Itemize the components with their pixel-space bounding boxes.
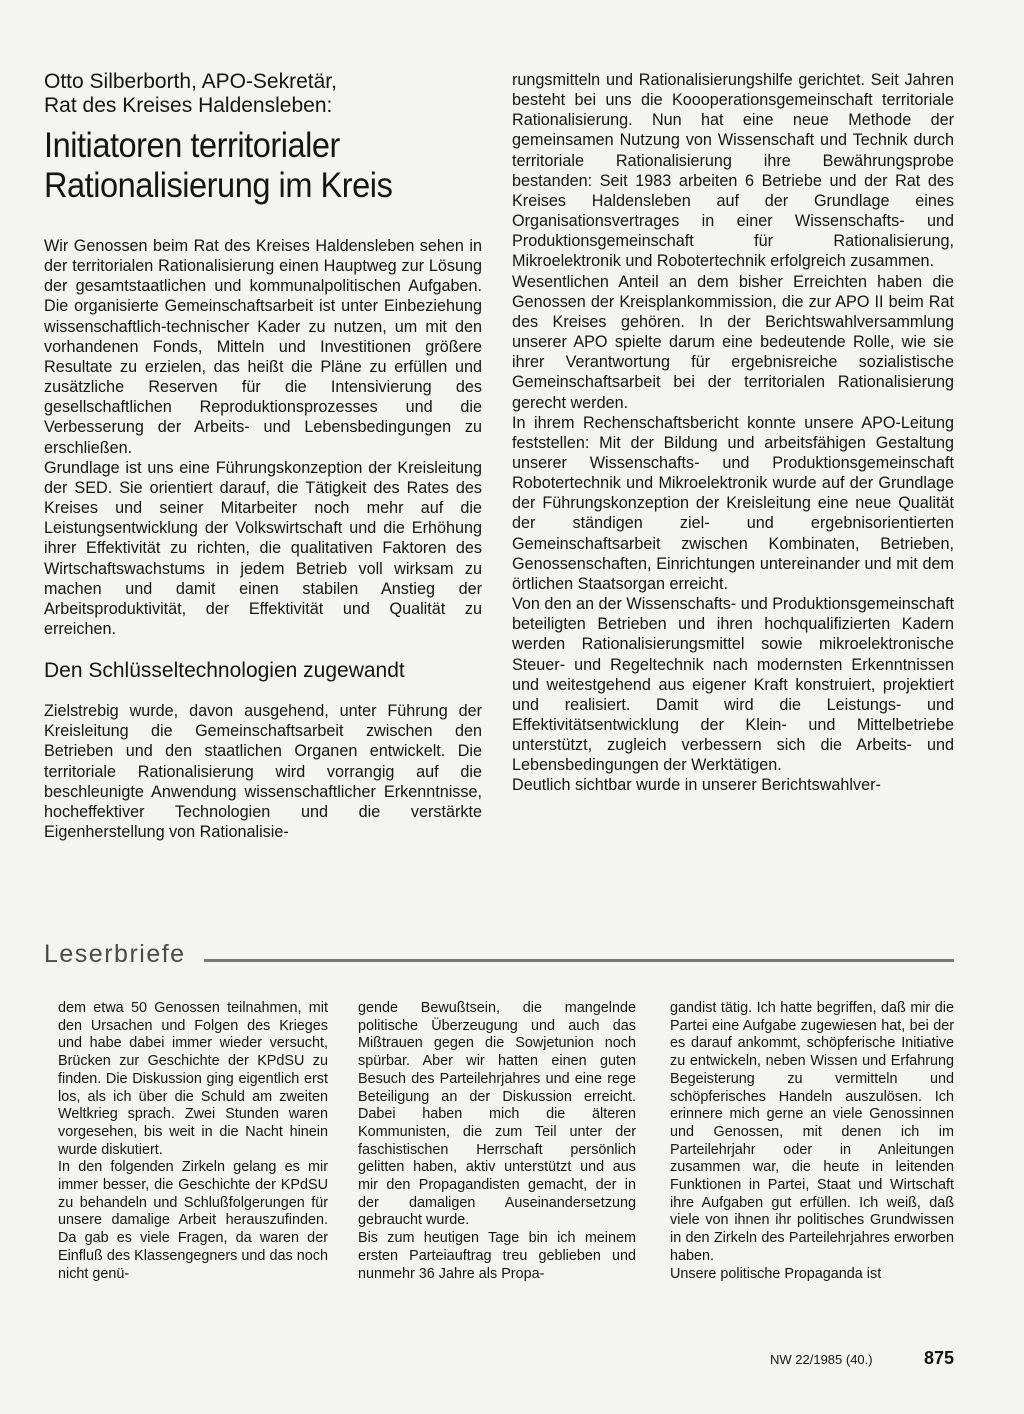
letters-column-2 (358, 1000, 636, 1283)
author-affiliation: Rat des Kreises Haldensleben: (44, 94, 333, 117)
letters-section-header (44, 940, 954, 980)
issue-label: NW 22/1985 (40.) (770, 1352, 873, 1367)
letters-column-3 (670, 1000, 954, 1283)
paragraph: Grundlage ist uns eine Führungskonzeption der Kreisleitung der SED. Sie orientiert darauf, die Tätigkeit des Rates des Kreises und seiner Mitarbeiter noch mehr auf die Leistungsentwicklung der Volkswirtschaft und die Erhöhung ihrer Effektivität zu richten, die qualitativen Faktoren des Wirtschaftswachstums in jedem Betrieb voll wirksam zu machen und damit einen stabilen Anstieg der Arbeitsproduktivität, der Effektivität und Qualität zu erreichen. (44, 458, 482, 638)
paragraph: Zielstrebig wurde, davon ausgehend, unter Führung der Kreisleitung die Gemeinschaftsarbeit zwischen den Betrieben und den staatlichen Organen entwickelt. Die territoriale Rationalisierung wird vorrangig auf die beschleunigte Anwendung wissenschaftlicher Erkenntnisse, hocheffektiver Technologien und die verstärkte Eigenherstellung von Rationalisie- (44, 702, 482, 842)
letters-column-1 (58, 1000, 328, 1283)
article-body-left (44, 236, 482, 842)
subheading: Den Schlüsseltechnologien zugewandt (44, 659, 405, 683)
section-title: Leserbriefe (44, 940, 186, 968)
page-number: 875 (923, 1348, 954, 1368)
paragraph: Deutlich sichtbar wurde in unserer Berichtswahlver- (512, 776, 881, 795)
paragraph: Wesentlichen Anteil an dem bisher Erreichten haben die Genossen der Kreisplankommission, die zur APO II beim Rat des Kreises gehören. In der Berichtswahlversammlung unserer APO spielte darum eine bedeutende Rolle, wie sie ihrer Verantwortung für ergebnisreiche sozialistische Gemeinschaftsarbeit bei der territorialen Rationalisierung gerecht werden. (512, 272, 954, 412)
paragraph: rungsmitteln und Rationalisierungshilfe gerichtet. Seit Jahren besteht bei uns die Koooperationsgemeinschaft territoriale Rationalisierung. Nun hat eine neue Methode der gemeinsamen Nutzung von Wissenschaft und Technik durch territoriale Rationalisierung ihre Bewährungsprobe bestanden: Seit 1983 arbeiten 6 Betriebe und der Rat des Kreises Haldensleben auf der Grundlage eines Organisationsvertrages in einer Wissenschafts- und Produktionsgemeinschaft für Rationalisierung, Mikroelektronik und Robotertechnik erfolgreich zusammen. (512, 71, 954, 271)
paragraph: Von den an der Wissenschafts- und Produktionsgemeinschaft beteiligten Betrieben und ihren hochqualifizierten Kadern werden Rationalisierungsmittel sowie mikroelektronische Steuer- und Regeltechnik nach modernsten Erkenntnissen und weitestgehend aus eigener Kraft konstruiert, projektiert und realisiert. Damit wird die Leistungs- und Effektivitätsentwicklung der Klein- und Mittelbetriebe unterstützt, zugleich verbessern sich die Arbeits- und Lebensbedingungen der Werktätigen. (512, 595, 954, 775)
author-name: Otto Silberborth, APO-Sekretär, (44, 70, 337, 93)
paragraph: In den folgenden Zirkeln gelang es mir immer besser, die Geschichte der KPdSU zu behandeln und Schlußfolgerungen für unsere damalige Arbeit herauszufinden. Da gab es viele Fragen, da waren der Einfluß des Klassengegners und das noch nicht genü- (58, 1159, 328, 1282)
author-line (44, 70, 482, 118)
article-headline (44, 126, 490, 206)
paragraph: Unsere politische Propaganda ist (670, 1265, 882, 1282)
article-left-column (44, 70, 482, 842)
paragraph: Bis zum heutigen Tage bin ich meinem ersten Parteiauftrag treu geblieben und nunmehr 36 Jahre als Propa- (358, 1230, 636, 1282)
paragraph: gandist tätig. Ich hatte begriffen, daß mir die Partei eine Aufgabe zugewiesen hat, bei der es darauf ankommt, schöpferische Initiative zu entwickeln, neben Wissen und Erfahrung Begeisterung zu vermitteln und schöpferisches Handeln auszulösen. Ich erinnere mich gerne an viele Genossinnen und Genossen, mit denen ich im Parteilehrjahr oder in Anleitungen zusammen war, die heute in leitenden Funktionen in Partei, Staat und Wirtschaft ihre Aufgaben gut erfüllen. Ich weiß, daß viele von ihnen ihr politisches Grundwissen in den Zirkeln des Parteilehrjahres erworben haben. (670, 1000, 954, 1264)
headline-line-1: Initiatoren territorialer (44, 126, 340, 165)
page-footer (770, 1348, 954, 1372)
paragraph: In ihrem Rechenschaftsbericht konnte unsere APO-Leitung feststellen: Mit der Bildung und arbeitsfähigen Gestaltung unserer Wissenschafts- und Produktionsgemeinschaft Robotertechnik und Mikroelektronik wurde auf der Grundlage der Führungskonzeption der Kreisleitung eine neue Qualität der ständigen ziel- und ergebnisorientierten Gemeinschaftsarbeit zwischen Kombinaten, Betrieben, Genossenschaften, Einrichtungen untereinander und mit dem örtlichen Staatsorgan erreicht. (512, 413, 954, 593)
article-right-column (512, 70, 954, 796)
headline-line-2: Rationalisierung im Kreis (44, 166, 393, 205)
paragraph: Wir Genossen beim Rat des Kreises Haldensleben sehen in der territorialen Rationalisierung einen Hauptweg zur Lösung der gesamtstaatlichen und kommunalpolitischen Aufgaben. Die organisierte Gemeinschaftsarbeit ist unter Einbeziehung wissenschaftlich-technischer Kader zu nutzen, um mit den vorhandenen Fonds, Mitteln und Investitionen größere Resultate zu erzielen, das heißt die Pläne zu erfüllen und zusätzliche Reserven für die Intensivierung des gesellschaftlichen Reproduktionsprozesses und die Verbesserung der Arbeits- und Lebensbedingungen zu erschließen. (44, 237, 482, 457)
section-divider (204, 959, 954, 962)
paragraph: gende Bewußtsein, die mangelnde politische Überzeugung und auch das Mißtrauen gegen die Sowjetunion noch spürbar. Aber wir hatten einen guten Besuch des Parteilehrjahres und eine rege Beteiligung an der Diskussion erreicht. Dabei haben mich die älteren Kommunisten, die zum Teil unter der faschistischen Herrschaft persönlich gelitten haben, aktiv unterstützt und aus mir den Propagandisten gemacht, der in der damaligen Auseinandersetzung gebraucht wurde. (358, 1000, 636, 1229)
paragraph: dem etwa 50 Genossen teilnahmen, mit den Ursachen und Folgen des Krieges und habe dabei immer wieder versucht, Brücken zur Geschichte der KPdSU zu finden. Die Diskussion ging eigentlich erst los, als ich über die Schuld am zweiten Weltkrieg sprach. Zwei Stunden waren vorgesehen, bis weit in die Nacht hinein wurde diskutiert. (58, 1000, 328, 1158)
